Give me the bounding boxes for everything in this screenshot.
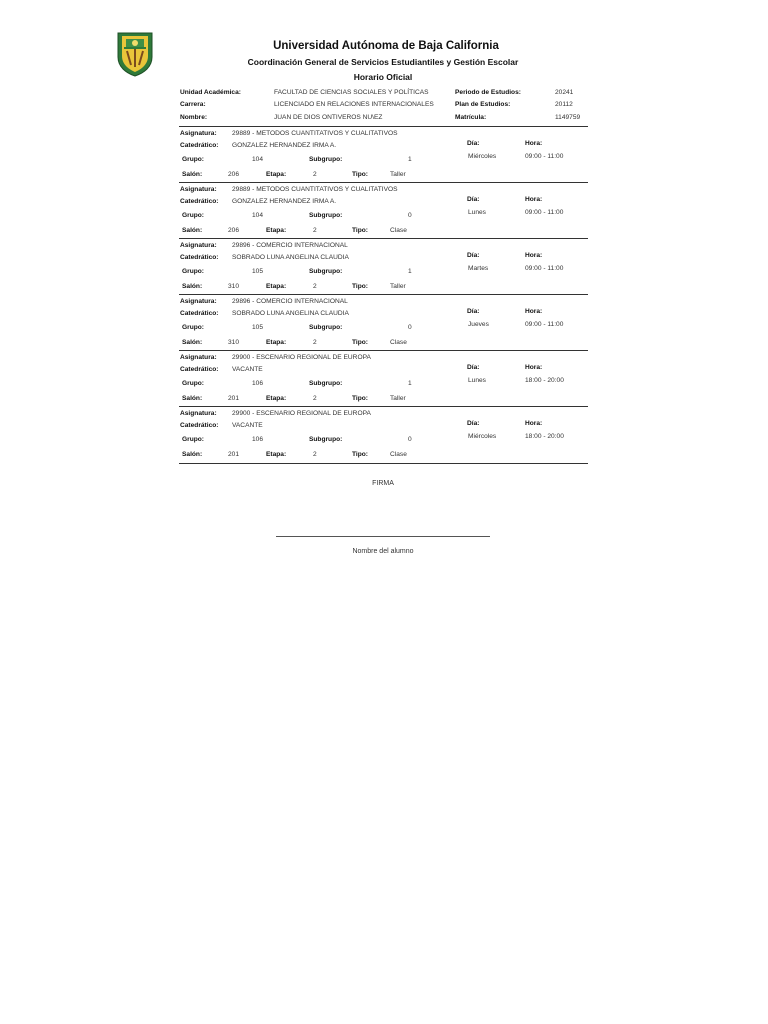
carrera-value: LICENCIADO EN RELACIONES INTERNACIONALES (274, 101, 434, 108)
dia-value: Lunes (468, 377, 486, 384)
signature-line (276, 536, 490, 537)
subgrupo-label: Subgrupo: (309, 156, 343, 163)
etapa-value: 2 (313, 339, 317, 346)
asignatura-value: 29889 - METODOS CUANTITATIVOS Y CUALITATIVOS (232, 130, 398, 137)
catedratico-value: GONZALEZ HERNANDEZ IRMA A. (232, 142, 337, 149)
salon-value: 310 (228, 283, 240, 290)
tipo-label: Tipo: (352, 451, 368, 458)
tipo-label: Tipo: (352, 395, 368, 402)
etapa-label: Etapa: (266, 171, 287, 178)
course-record (179, 182, 588, 239)
course-record (179, 126, 588, 183)
subgrupo-label: Subgrupo: (309, 324, 343, 331)
university-name: Universidad Autónoma de Baja California (273, 40, 499, 52)
firma-label: FIRMA (372, 480, 394, 487)
etapa-value: 2 (313, 451, 317, 458)
salon-value: 206 (228, 227, 240, 234)
hora-label: Hora: (525, 140, 543, 147)
asignatura-value: 29900 - ESCENARIO REGIONAL DE EUROPA (232, 410, 371, 417)
dia-value: Miércoles (468, 433, 497, 440)
asignatura-label: Asignatura: (180, 130, 217, 137)
salon-value: 201 (228, 395, 240, 402)
hora-label: Hora: (525, 252, 543, 259)
dia-label: Día: (467, 364, 480, 371)
subgrupo-value: 1 (408, 380, 412, 387)
periodo-value: 20241 (555, 89, 574, 96)
info-row-carrera (179, 101, 589, 113)
info-row-unidad (179, 89, 589, 101)
course-record (179, 238, 588, 295)
course-record (179, 294, 588, 351)
catedratico-value: VACANTE (232, 366, 263, 373)
hora-value: 09:00 - 11:00 (525, 209, 564, 216)
tipo-value: Clase (390, 451, 407, 458)
salon-label: Salón: (182, 283, 203, 290)
matricula-value: 1149759 (555, 114, 581, 121)
carrera-label: Carrera: (180, 101, 206, 108)
dia-label: Día: (467, 420, 480, 427)
catedratico-value: SOBRADO LUNA ANGELINA CLAUDIA (232, 254, 349, 261)
dia-label: Día: (467, 308, 480, 315)
salon-label: Salón: (182, 395, 203, 402)
student-name-caption: Nombre del alumno (352, 548, 414, 555)
asignatura-value: 29889 - METODOS CUANTITATIVOS Y CUALITATIVOS (232, 186, 398, 193)
tipo-label: Tipo: (352, 227, 368, 234)
dia-value: Miércoles (468, 153, 497, 160)
catedratico-label: Catedrático: (180, 254, 219, 261)
etapa-value: 2 (313, 227, 317, 234)
course-record (179, 350, 588, 407)
etapa-value: 2 (313, 171, 317, 178)
asignatura-value: 29896 - COMERCIO INTERNACIONAL (232, 242, 348, 249)
hora-label: Hora: (525, 364, 543, 371)
catedratico-value: VACANTE (232, 422, 263, 429)
tipo-label: Tipo: (352, 283, 368, 290)
tipo-label: Tipo: (352, 339, 368, 346)
salon-value: 310 (228, 339, 240, 346)
periodo-label: Periodo de Estudios: (455, 89, 521, 96)
dia-value: Jueves (468, 321, 489, 328)
catedratico-label: Catedrático: (180, 366, 219, 373)
hora-value: 09:00 - 11:00 (525, 321, 564, 328)
etapa-label: Etapa: (266, 283, 287, 290)
dia-value: Lunes (468, 209, 486, 216)
catedratico-label: Catedrático: (180, 422, 219, 429)
etapa-label: Etapa: (266, 227, 287, 234)
document-title: Horario Oficial (353, 72, 413, 82)
asignatura-label: Asignatura: (180, 354, 217, 361)
unidad-label: Unidad Académica: (180, 89, 241, 96)
unidad-value: FACULTAD DE CIENCIAS SOCIALES Y POLÍTICAS (274, 89, 429, 96)
grupo-label: Grupo: (182, 380, 204, 387)
grupo-value: 104 (252, 212, 264, 219)
subgrupo-label: Subgrupo: (309, 268, 343, 275)
subgrupo-value: 1 (408, 156, 412, 163)
catedratico-label: Catedrático: (180, 310, 219, 317)
etapa-label: Etapa: (266, 451, 287, 458)
asignatura-value: 29896 - COMERCIO INTERNACIONAL (232, 298, 348, 305)
asignatura-value: 29900 - ESCENARIO REGIONAL DE EUROPA (232, 354, 371, 361)
asignatura-label: Asignatura: (180, 242, 217, 249)
tipo-value: Taller (390, 395, 406, 402)
salon-label: Salón: (182, 451, 203, 458)
tipo-value: Taller (390, 171, 406, 178)
dia-value: Martes (468, 265, 489, 272)
subgrupo-value: 0 (408, 324, 412, 331)
dia-label: Día: (467, 252, 480, 259)
etapa-value: 2 (313, 395, 317, 402)
salon-label: Salón: (182, 227, 203, 234)
university-seal-logo (116, 31, 154, 77)
coordination-name: Coordinación General de Servicios Estudiantiles y Gestión Escolar (247, 57, 519, 67)
matricula-label: Matrícula: (455, 114, 487, 121)
grupo-value: 105 (252, 324, 264, 331)
hora-label: Hora: (525, 196, 543, 203)
grupo-label: Grupo: (182, 212, 204, 219)
tipo-label: Tipo: (352, 171, 368, 178)
tipo-value: Clase (390, 339, 407, 346)
salon-value: 201 (228, 451, 240, 458)
subgrupo-value: 0 (408, 212, 412, 219)
asignatura-label: Asignatura: (180, 298, 217, 305)
etapa-label: Etapa: (266, 395, 287, 402)
hora-label: Hora: (525, 420, 543, 427)
tipo-value: Taller (390, 283, 406, 290)
catedratico-label: Catedrático: (180, 142, 219, 149)
catedratico-value: SOBRADO LUNA ANGELINA CLAUDIA (232, 310, 349, 317)
grupo-label: Grupo: (182, 436, 204, 443)
subgrupo-value: 0 (408, 436, 412, 443)
grupo-label: Grupo: (182, 268, 204, 275)
grupo-value: 104 (252, 156, 264, 163)
info-row-nombre (179, 114, 589, 126)
subgrupo-label: Subgrupo: (309, 436, 343, 443)
catedratico-value: GONZALEZ HERNANDEZ IRMA A. (232, 198, 337, 205)
salon-value: 206 (228, 171, 240, 178)
hora-value: 18:00 - 20:00 (525, 377, 564, 384)
subgrupo-label: Subgrupo: (309, 212, 343, 219)
grupo-value: 105 (252, 268, 264, 275)
course-record (179, 406, 588, 464)
dia-label: Día: (467, 140, 480, 147)
grupo-value: 106 (252, 436, 264, 443)
grupo-label: Grupo: (182, 324, 204, 331)
salon-label: Salón: (182, 339, 203, 346)
tipo-value: Clase (390, 227, 407, 234)
plan-label: Plan de Estudios: (455, 101, 511, 108)
asignatura-label: Asignatura: (180, 186, 217, 193)
subgrupo-label: Subgrupo: (309, 380, 343, 387)
hora-value: 18:00 - 20:00 (525, 433, 564, 440)
plan-value: 20112 (555, 101, 573, 108)
salon-label: Salón: (182, 171, 203, 178)
etapa-value: 2 (313, 283, 317, 290)
nombre-value: JUAN DE DIOS ONTIVEROS NU\EZ (274, 114, 383, 121)
catedratico-label: Catedrático: (180, 198, 219, 205)
hora-value: 09:00 - 11:00 (525, 153, 564, 160)
asignatura-label: Asignatura: (180, 410, 217, 417)
hora-value: 09:00 - 11:00 (525, 265, 564, 272)
grupo-label: Grupo: (182, 156, 204, 163)
grupo-value: 106 (252, 380, 264, 387)
subgrupo-value: 1 (408, 268, 412, 275)
dia-label: Día: (467, 196, 480, 203)
nombre-label: Nombre: (180, 114, 208, 121)
etapa-label: Etapa: (266, 339, 287, 346)
hora-label: Hora: (525, 308, 543, 315)
